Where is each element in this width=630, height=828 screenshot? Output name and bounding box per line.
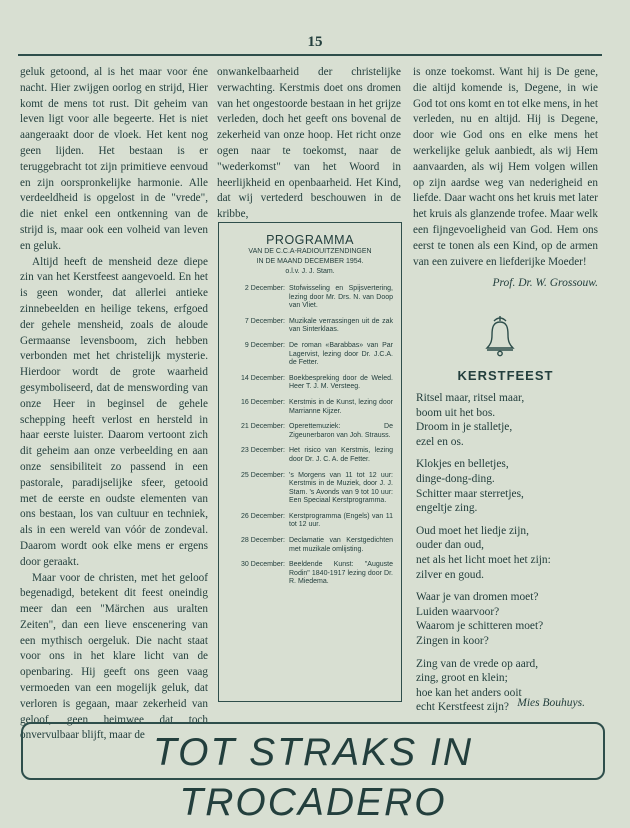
program-date: 23 December: bbox=[241, 447, 285, 455]
poem-line: net als het licht moet het zijn: bbox=[416, 553, 551, 566]
paragraph: geluk getoond, al is het maar voor éne nacht. Hier zwijgen oorlog en strijd, Hier komt de mens tot rust. Dit geheim van leven ligt voor alle begeerte. Het is niet aangeraakt door de vloek. Het kent nog geen lijden. Het bestaan is er teruggebracht tot zijn primitieve eenvoud en zijn oorspronkelijke harmonie. Alle verdeeldheid is opgelost in de "vrede", die niet enkel een ontkenning van de strijd is, maar ook een volheid van leven en geluk. bbox=[20, 66, 208, 252]
program-description: Kerstmis in de Kunst, lezing door Marrianne Kijzer. bbox=[289, 398, 393, 415]
poem-line: Ritsel maar, ritsel maar, bbox=[416, 392, 525, 404]
program-item bbox=[219, 513, 401, 530]
header-rule bbox=[18, 54, 602, 56]
program-conductor: o.l.v. J. J. Stam. bbox=[285, 268, 335, 275]
page-number: 15 bbox=[307, 34, 323, 50]
poem-line: hoe kan het anders ooit bbox=[416, 686, 522, 699]
program-item bbox=[219, 342, 401, 368]
poem-line: Waarom je schitteren moet? bbox=[416, 620, 544, 633]
program-date: 2 December: bbox=[244, 285, 285, 292]
poem-stanza bbox=[416, 457, 598, 515]
paragraph: onwankelbaarheid der christelijke verwachting. Kerstmis doet ons dromen van het ongestoorde bestaan in het grijze verleden, doch het geeft ons bovenal de zekerheid van onze hoop. Het richt onze ogen naar te toekomst, naar de "wederkomst" van het Woord in heerlijkheid en openbaarheid. Het Kind, dat wij vertederd beschouwen in de kribbe, bbox=[217, 66, 401, 221]
article-column-1 bbox=[20, 65, 208, 744]
program-date: 16 December: bbox=[241, 398, 285, 406]
paragraph: Altijd heeft de mensheid deze diepe zin van het Kerstfeest aangevoeld. En het is geen wonder, dat allerlei antieke zinnebeelden en heilige tekens, erfgoed der gehele mensheid, zoals de aloude Germaanse levensboom, zich hebben verbonden met het christelijk mysterie. Hierdoor wordt de grote waarheid gesymboliseerd, dat de menswording van onze Heer in beginsel de gehele schepping heeft verlost en hersteld in haar eerste luister. Daarom vertoont zich dit geheim aan onze verbeelding en aan onze sensibiliteit zo passend in een pastorale, paradijselijke sfeer, getooid met de eerste en oudste elementen van ons bestaan, los van cultuur en techniek, als in een wereld van vóór de zondeval. Daarom wordt ook elke mens er ergens door geraakt. bbox=[20, 255, 208, 568]
program-description: Stofwisseling en Spijsvertering, lezing door Mr. Drs. N. van Doop van Vliet. bbox=[289, 285, 393, 310]
program-date: 25 December: bbox=[241, 471, 285, 479]
poem-line: engeltje zing. bbox=[416, 502, 478, 515]
paragraph: Maar voor de christen, met het geloof begenadigd, betekent dit feest oneindig meer dan een "Märchen aus uralten Zeiten", dan een lieve enscenering van een mythisch oergeluk. Die nacht staat voor ons in het klare licht van de openbaring. Hij geeft ons geen vaag vermoeden van een mogelijk geluk, dat verloren is gegaan, maar zekerheid van geloof, geen heimwee dat toch onvervulbaar blijft, maar de bbox=[20, 571, 208, 742]
poem-title: KERSTFEEST bbox=[457, 368, 554, 383]
program-list bbox=[219, 285, 401, 587]
poem-line: ouder dan oud, bbox=[416, 539, 485, 552]
banner-text: TOT STRAKS IN TROCADERO bbox=[153, 731, 473, 824]
poem-line: zilver en goud. bbox=[416, 568, 485, 581]
poem-line: dinge-dong-ding. bbox=[416, 472, 495, 485]
program-description: Boekbespreking door de Weled. Heer T. J. M. Versteeg. bbox=[289, 374, 393, 391]
paragraph: is onze toekomst. Want hij is De gene, die altijd komende is, Degene, in wie God tot ons komt en tot elke mens, in het verleden, nu en altijd. Hij is Degene, door wie God ons en elke mens het werkelijke geluk aanbiedt, als wij Hem aanvaarden, als wij Hem volgen willen op zijn aardse weg van nederigheid en liefde. Daar wacht ons het kruis met later het kruis als glanzende trofee. Maar welk een fijngevoeligheid van God. Hem ons eerst te tonen als een Kind, op de armen van een zuivere en liefderijke Moeder! bbox=[413, 66, 598, 268]
program-item bbox=[219, 561, 401, 587]
poem-author: Mies Bouhuys. bbox=[517, 697, 585, 709]
poem-line: Waar je van dromen moet? bbox=[416, 591, 539, 604]
article-author: Prof. Dr. W. Grossouw. bbox=[492, 277, 598, 290]
poem-stanza bbox=[416, 524, 598, 582]
program-date: 9 December: bbox=[244, 341, 285, 349]
article-column-2 bbox=[217, 65, 401, 223]
program-date: 30 December: bbox=[241, 561, 285, 569]
program-item bbox=[219, 399, 401, 416]
program-date: 21 December: bbox=[241, 423, 285, 431]
poem-line: Zing van de vrede op aard, bbox=[416, 657, 539, 670]
program-item bbox=[219, 423, 401, 440]
poem-line: Droom in je stalletje, bbox=[416, 421, 513, 434]
bell-icon bbox=[483, 315, 517, 357]
program-date: 14 December: bbox=[241, 374, 285, 382]
poem-line: Oud moet het liedje zijn, bbox=[416, 524, 529, 537]
program-subtitle: IN DE MAAND DECEMBER 1954. bbox=[256, 258, 364, 265]
program-description: Operettemuziek: De Zigeunerbaron van Joh. Strauss. bbox=[289, 423, 393, 439]
poem-line: boom uit het bos. bbox=[416, 406, 496, 419]
program-item bbox=[219, 447, 401, 464]
poem-line: Klokjes en belletjes, bbox=[416, 458, 509, 471]
poem-line: echt Kerstfeest zijn? bbox=[416, 701, 509, 714]
program-subtitle: VAN DE C.C.A-RADIOUITZENDINGEN bbox=[248, 248, 372, 255]
program-description: Het risico van Kerstmis, lezing door Dr. J. C. A. de Fetter. bbox=[289, 447, 393, 463]
poem-line: zing, groot en klein; bbox=[416, 672, 508, 685]
program-date: 26 December: bbox=[241, 512, 285, 520]
program-date: 28 December: bbox=[241, 537, 285, 545]
radio-program-box bbox=[218, 222, 402, 702]
program-item bbox=[219, 318, 401, 335]
program-description: 's Morgens van 11 tot 12 uur: Kerstmis in de Muziek, door J. J. Stam. 's Avonds van 9 tot 10 uur: Een Speciaal Kerstprogramma. bbox=[289, 471, 393, 505]
program-description: Beeldende Kunst: "Auguste Rodin" 1840-1917 lezing door Dr. R. Miedema. bbox=[289, 561, 393, 586]
program-description: Declamatie van Kerstgedichten met muzikale omlijsting. bbox=[289, 537, 393, 553]
program-description: De roman «Barabbas» van Par Lagervist, lezing door Dr. J.C.A. de Fetter. bbox=[289, 341, 393, 367]
program-description: Muzikale verrassingen uit de zak van Sinterklaas. bbox=[289, 317, 393, 334]
poem-stanza bbox=[416, 590, 598, 648]
program-item bbox=[219, 537, 401, 554]
program-item bbox=[219, 472, 401, 506]
poem-line: Zingen in koor? bbox=[416, 634, 489, 647]
advert-banner bbox=[21, 722, 605, 824]
program-description: Kerstprogramma (Engels) van 11 tot 12 uur. bbox=[289, 512, 393, 529]
program-item bbox=[219, 285, 401, 311]
poem bbox=[416, 391, 598, 723]
program-title: PROGRAMMA bbox=[266, 233, 354, 247]
poem-stanza bbox=[416, 391, 598, 449]
program-item bbox=[219, 375, 401, 392]
poem-line: ezel en os. bbox=[416, 435, 464, 448]
poem-line: Schitter maar sterretjes, bbox=[416, 487, 524, 500]
poem-line: Luiden waarvoor? bbox=[416, 605, 500, 618]
program-date: 7 December: bbox=[244, 317, 285, 325]
article-column-3 bbox=[413, 65, 598, 292]
